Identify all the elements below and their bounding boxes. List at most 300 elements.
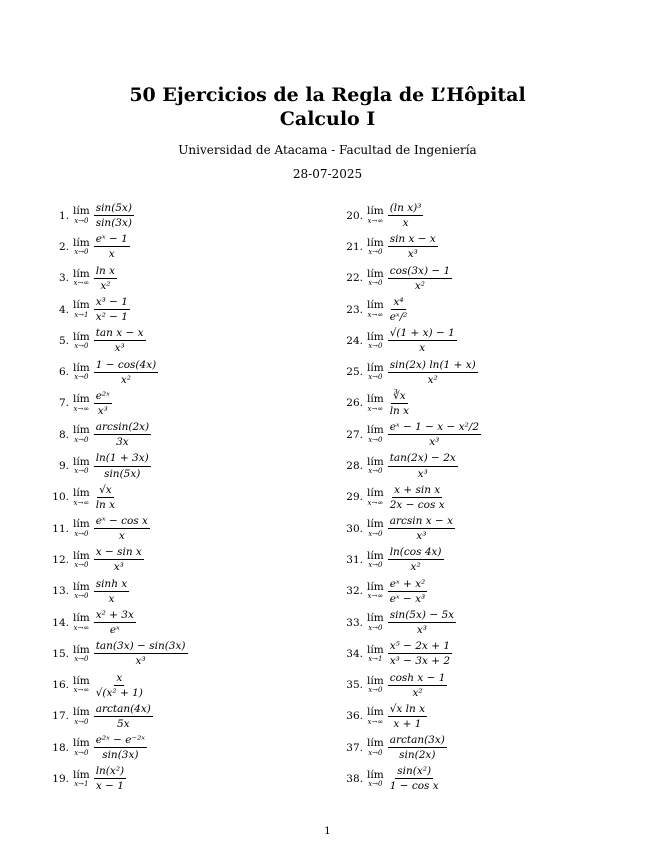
exercise-number: 12. (52, 553, 69, 566)
numerator: arctan(3x) (388, 734, 447, 748)
numerator: x (114, 672, 124, 686)
limit-subscript: x→∞ (367, 717, 384, 726)
page-number: 1 (324, 825, 331, 837)
denominator: x (108, 592, 115, 605)
exercise-item (42, 701, 322, 732)
limit-subscript: x→0 (74, 342, 89, 351)
limit-operator (73, 582, 90, 601)
denominator: x² (412, 686, 423, 699)
exercise-item (42, 638, 322, 669)
exercise-item (336, 450, 636, 481)
exercise-item (336, 544, 636, 575)
limit-word: lím (367, 580, 384, 593)
limit-subscript: x→0 (74, 592, 89, 601)
fraction (94, 327, 146, 354)
exercise-number: 34. (346, 647, 363, 660)
limit-subscript: x→∞ (367, 216, 384, 225)
exercise-item (42, 388, 322, 419)
exercise-item (336, 576, 636, 607)
limit-word: lím (73, 487, 90, 500)
limit-operator (367, 332, 384, 351)
exercise-item (42, 263, 322, 294)
limit-operator (367, 707, 384, 726)
limit-word: lím (367, 674, 384, 687)
exercise-number: 3. (58, 272, 69, 285)
limit-word: lím (367, 549, 384, 562)
denominator: 2x − cos x (389, 498, 445, 511)
fraction (388, 703, 427, 730)
limit-operator (73, 394, 90, 413)
exercise-number: 21. (346, 240, 363, 253)
denominator: √(x² + 1) (95, 686, 143, 699)
limit-subscript: x→∞ (73, 498, 90, 507)
fraction (94, 265, 117, 292)
exercise-number: 35. (346, 679, 363, 692)
limit-operator (367, 770, 384, 789)
exercise-number: 11. (52, 522, 69, 535)
limit-subscript: x→0 (74, 529, 89, 538)
limit-word: lím (367, 487, 384, 500)
fraction (388, 202, 424, 229)
exercise-item (336, 294, 636, 325)
limit-word: lím (367, 299, 384, 312)
exercise-item (42, 419, 322, 450)
limit-word: lím (367, 643, 384, 656)
limit-word: lím (73, 768, 90, 781)
exercise-item (336, 231, 636, 262)
limit-word: lím (367, 424, 384, 437)
denominator: x² (410, 561, 421, 574)
limit-word: lím (367, 768, 384, 781)
exercise-item (336, 638, 636, 669)
numerator: x − sin x (94, 546, 144, 560)
denominator: x³ (416, 530, 427, 543)
fraction (388, 546, 444, 573)
exercise-number: 9. (58, 460, 69, 473)
exercise-number: 5. (58, 334, 69, 347)
limit-word: lím (367, 205, 384, 218)
numerator: cosh x − 1 (388, 672, 448, 686)
limit-word: lím (73, 393, 90, 406)
limit-operator (73, 269, 90, 288)
fraction (94, 765, 126, 792)
denominator: x (419, 342, 426, 355)
limit-word: lím (73, 299, 90, 312)
title-line-2: Calculo I (279, 108, 376, 130)
exercise-number: 31. (346, 553, 363, 566)
denominator: x (402, 217, 409, 230)
exercise-number: 29. (346, 491, 363, 504)
numerator: x⁵ − 2x + 1 (388, 640, 452, 654)
exercise-number: 19. (52, 772, 69, 785)
exercise-item (336, 388, 636, 419)
limit-subscript: x→0 (74, 216, 89, 225)
denominator: eˣ (109, 624, 120, 636)
limit-subscript: x→0 (74, 561, 89, 570)
exercise-number: 1. (58, 209, 69, 222)
exercise-number: 15. (52, 647, 69, 660)
limit-subscript: x→0 (368, 248, 383, 257)
numerator: x + sin x (392, 484, 442, 498)
limit-word: lím (73, 580, 90, 593)
limit-operator (73, 488, 90, 507)
limit-word: lím (367, 393, 384, 406)
limit-operator (367, 363, 384, 382)
exercise-item (42, 325, 322, 356)
limit-operator (73, 770, 90, 789)
limit-word: lím (73, 361, 90, 374)
limit-subscript: x→1 (74, 310, 89, 319)
limit-word: lím (367, 737, 384, 750)
denominator: 3x (116, 436, 129, 449)
fraction (94, 202, 134, 229)
limit-word: lím (73, 205, 90, 218)
limit-subscript: x→0 (368, 623, 383, 632)
numerator: x⁴ (391, 296, 405, 310)
exercise-number: 10. (52, 491, 69, 504)
fraction (94, 609, 136, 636)
limit-subscript: x→∞ (367, 498, 384, 507)
numerator: √(1 + x) − 1 (388, 327, 457, 341)
denominator: sin(2x) (399, 749, 436, 762)
denominator: x³ (114, 342, 125, 355)
limit-operator (73, 738, 90, 757)
exercise-item (42, 576, 322, 607)
numerator: ln(x²) (94, 765, 126, 779)
denominator: x³ (135, 655, 146, 668)
exercise-item (336, 607, 636, 638)
exercise-item (336, 263, 636, 294)
fraction (388, 640, 452, 667)
exercise-number: 33. (346, 616, 363, 629)
limit-word: lím (367, 706, 384, 719)
denominator: eˣ − x³ (389, 592, 426, 605)
limit-word: lím (73, 330, 90, 343)
fraction (94, 233, 130, 260)
numerator: tan(2x) − 2x (388, 452, 458, 466)
denominator: x³ − 3x + 2 (389, 655, 451, 668)
limit-subscript: x→0 (368, 686, 383, 695)
fraction (94, 546, 144, 573)
limit-operator (367, 425, 384, 444)
denominator: x (108, 248, 115, 261)
numerator: sin(5x) − 5x (388, 609, 456, 623)
exercise-number: 30. (346, 522, 363, 535)
fraction (388, 452, 458, 479)
limit-operator (367, 206, 384, 225)
limit-word: lím (73, 706, 90, 719)
fraction (388, 233, 438, 260)
exercise-number: 7. (58, 397, 69, 410)
exercise-number: 20. (346, 209, 363, 222)
limit-word: lím (73, 643, 90, 656)
exercise-number: 18. (52, 741, 69, 754)
exercise-number: 28. (346, 460, 363, 473)
fraction (388, 296, 410, 323)
numerator: tan x − x (94, 327, 146, 341)
exercise-item (336, 482, 636, 513)
exercise-item (336, 763, 636, 794)
limit-operator (367, 519, 384, 538)
limit-operator (73, 425, 90, 444)
denominator: sin(3x) (102, 749, 139, 762)
fraction (94, 578, 130, 605)
limit-operator (367, 676, 384, 695)
denominator: eˣ/² (389, 311, 408, 324)
numerator: x³ − 1 (94, 296, 130, 310)
numerator: ∛x (391, 390, 408, 404)
numerator: sin(x²) (395, 765, 433, 779)
denominator: sin(3x) (95, 217, 132, 230)
fraction (94, 484, 117, 511)
numerator: e²ˣ − e⁻²ˣ (94, 734, 147, 748)
limit-operator (73, 300, 90, 319)
limit-subscript: x→0 (368, 561, 383, 570)
fraction (94, 359, 159, 386)
denominator: x (118, 530, 125, 543)
document-date: 28-07-2025 (292, 167, 363, 181)
limit-operator (73, 645, 90, 664)
denominator: x² (100, 279, 111, 292)
numerator: sin(2x) ln(1 + x) (388, 359, 478, 373)
limit-operator (367, 457, 384, 476)
denominator: x² (427, 373, 438, 386)
limit-subscript: x→∞ (73, 279, 90, 288)
limit-operator (367, 613, 384, 632)
limit-subscript: x→∞ (73, 623, 90, 632)
limit-word: lím (73, 674, 90, 687)
fraction (388, 327, 457, 354)
limit-subscript: x→∞ (367, 592, 384, 601)
limit-subscript: x→0 (74, 373, 89, 382)
exercise-number: 24. (346, 334, 363, 347)
fraction (94, 640, 188, 667)
limit-operator (73, 613, 90, 632)
numerator: 1 − cos(4x) (94, 359, 159, 373)
fraction (388, 421, 481, 448)
exercise-column-right (336, 200, 636, 795)
limit-operator (73, 707, 90, 726)
limit-subscript: x→0 (74, 248, 89, 257)
affiliation: Universidad de Atacama - Facultad de Ingeniería (178, 143, 477, 157)
limit-subscript: x→1 (368, 655, 383, 664)
numerator: arctan(4x) (94, 703, 153, 717)
exercise-item (42, 669, 322, 700)
exercise-item (42, 450, 322, 481)
limit-operator (73, 363, 90, 382)
numerator: eˣ − cos x (94, 515, 150, 529)
limit-operator (73, 238, 90, 257)
exercise-item (336, 325, 636, 356)
denominator: x³ (407, 248, 418, 261)
exercise-number: 32. (346, 585, 363, 598)
limit-operator (367, 394, 384, 413)
limit-subscript: x→1 (74, 780, 89, 789)
exercise-number: 38. (346, 772, 363, 785)
exercise-item (42, 482, 322, 513)
fraction (388, 578, 428, 605)
limit-operator (367, 551, 384, 570)
denominator: x + 1 (393, 717, 422, 730)
exercise-item (336, 419, 636, 450)
numerator: √x (97, 484, 114, 498)
fraction (388, 484, 447, 511)
exercise-item (336, 356, 636, 387)
limit-word: lím (367, 267, 384, 280)
exercise-item (42, 200, 322, 231)
numerator: sin x − x (388, 233, 438, 247)
limit-word: lím (73, 737, 90, 750)
numerator: ln(cos 4x) (388, 546, 444, 560)
limit-subscript: x→0 (368, 780, 383, 789)
exercise-item (42, 231, 322, 262)
denominator: 5x (116, 717, 130, 730)
limit-word: lím (73, 612, 90, 625)
numerator: ln x (94, 265, 117, 279)
numerator: e²ˣ (94, 390, 112, 404)
numerator: arcsin x − x (388, 515, 455, 529)
exercise-number: 8. (58, 428, 69, 441)
numerator: eˣ + x² (388, 578, 428, 592)
fraction (388, 672, 448, 699)
fraction (94, 296, 130, 323)
limit-operator (367, 238, 384, 257)
denominator: ln x (95, 498, 116, 511)
exercise-item (42, 513, 322, 544)
numerator: cos(3x) − 1 (388, 265, 453, 279)
exercise-number: 26. (346, 397, 363, 410)
denominator: ln x (389, 404, 410, 417)
limit-subscript: x→0 (368, 342, 383, 351)
exercise-number: 37. (346, 741, 363, 754)
fraction (94, 390, 112, 417)
document-title (0, 83, 655, 131)
denominator: x² − 1 (95, 311, 128, 324)
numerator: sinh x (94, 578, 130, 592)
numerator: arcsin(2x) (94, 421, 151, 435)
exercise-item (42, 763, 322, 794)
limit-word: lím (73, 267, 90, 280)
limit-subscript: x→0 (74, 435, 89, 444)
limit-subscript: x→0 (74, 655, 89, 664)
fraction (388, 765, 441, 792)
limit-operator (367, 300, 384, 319)
numerator: eˣ − 1 − x − x²/2 (388, 421, 481, 435)
exercise-item (336, 732, 636, 763)
denominator: x³ (416, 624, 427, 636)
limit-subscript: x→∞ (73, 404, 90, 413)
title-line-1: 50 Ejercicios de la Regla de L’Hôpital (129, 84, 526, 106)
limit-operator (73, 676, 90, 695)
limit-subscript: x→0 (74, 717, 89, 726)
fraction (94, 672, 145, 699)
limit-subscript: x→0 (368, 373, 383, 382)
fraction (388, 609, 456, 636)
exercise-number: 27. (346, 428, 363, 441)
numerator: eˣ − 1 (94, 233, 130, 247)
limit-operator (73, 332, 90, 351)
exercise-number: 17. (52, 710, 69, 723)
denominator: 1 − cos x (389, 780, 439, 793)
fraction (94, 421, 151, 448)
limit-word: lím (73, 549, 90, 562)
limit-word: lím (73, 236, 90, 249)
denominator: x − 1 (95, 780, 124, 793)
limit-word: lím (73, 518, 90, 531)
fraction (388, 515, 455, 542)
limit-word: lím (367, 361, 384, 374)
limit-subscript: x→∞ (73, 686, 90, 695)
denominator: x² (414, 279, 426, 292)
exercise-number: 22. (346, 272, 363, 285)
exercise-item (42, 544, 322, 575)
denominator: x² (120, 373, 132, 386)
numerator: sin(5x) (94, 202, 134, 216)
limit-subscript: x→0 (368, 529, 383, 538)
numerator: tan(3x) − sin(3x) (94, 640, 188, 654)
fraction (388, 359, 478, 386)
exercise-number: 16. (52, 679, 69, 692)
limit-operator (367, 269, 384, 288)
limit-subscript: x→0 (368, 467, 383, 476)
limit-subscript: x→∞ (367, 404, 384, 413)
limit-subscript: x→0 (368, 748, 383, 757)
limit-subscript: x→0 (74, 467, 89, 476)
fraction (388, 390, 411, 417)
fraction (94, 734, 147, 761)
limit-operator (367, 738, 384, 757)
limit-operator (73, 551, 90, 570)
denominator: x³ (113, 561, 124, 574)
denominator: x³ (97, 404, 108, 417)
limit-operator (367, 645, 384, 664)
exercise-number: 2. (58, 240, 69, 253)
limit-subscript: x→∞ (367, 310, 384, 319)
limit-word: lím (367, 236, 384, 249)
limit-word: lím (367, 518, 384, 531)
fraction (388, 734, 447, 761)
limit-operator (367, 488, 384, 507)
exercise-number: 4. (58, 303, 69, 316)
numerator: (ln x)³ (388, 202, 424, 216)
exercise-item (336, 669, 636, 700)
numerator: ln(1 + 3x) (94, 452, 151, 466)
denominator: sin(5x) (104, 467, 141, 480)
limit-word: lím (73, 455, 90, 468)
limit-word: lím (367, 612, 384, 625)
exercise-number: 23. (346, 303, 363, 316)
limit-word: lím (73, 424, 90, 437)
exercise-item (42, 294, 322, 325)
exercise-number: 36. (346, 710, 363, 723)
limit-subscript: x→0 (368, 435, 383, 444)
fraction (94, 515, 150, 542)
fraction (388, 265, 453, 292)
limit-operator (73, 519, 90, 538)
exercise-item (42, 732, 322, 763)
exercise-item (336, 513, 636, 544)
limit-operator (367, 582, 384, 601)
limit-operator (73, 457, 90, 476)
fraction (94, 452, 151, 479)
exercise-column-left (42, 200, 322, 795)
limit-subscript: x→0 (74, 748, 89, 757)
denominator: x³ (417, 467, 428, 480)
fraction (94, 703, 153, 730)
limit-operator (73, 206, 90, 225)
exercise-number: 13. (52, 585, 69, 598)
limit-word: lím (367, 455, 384, 468)
